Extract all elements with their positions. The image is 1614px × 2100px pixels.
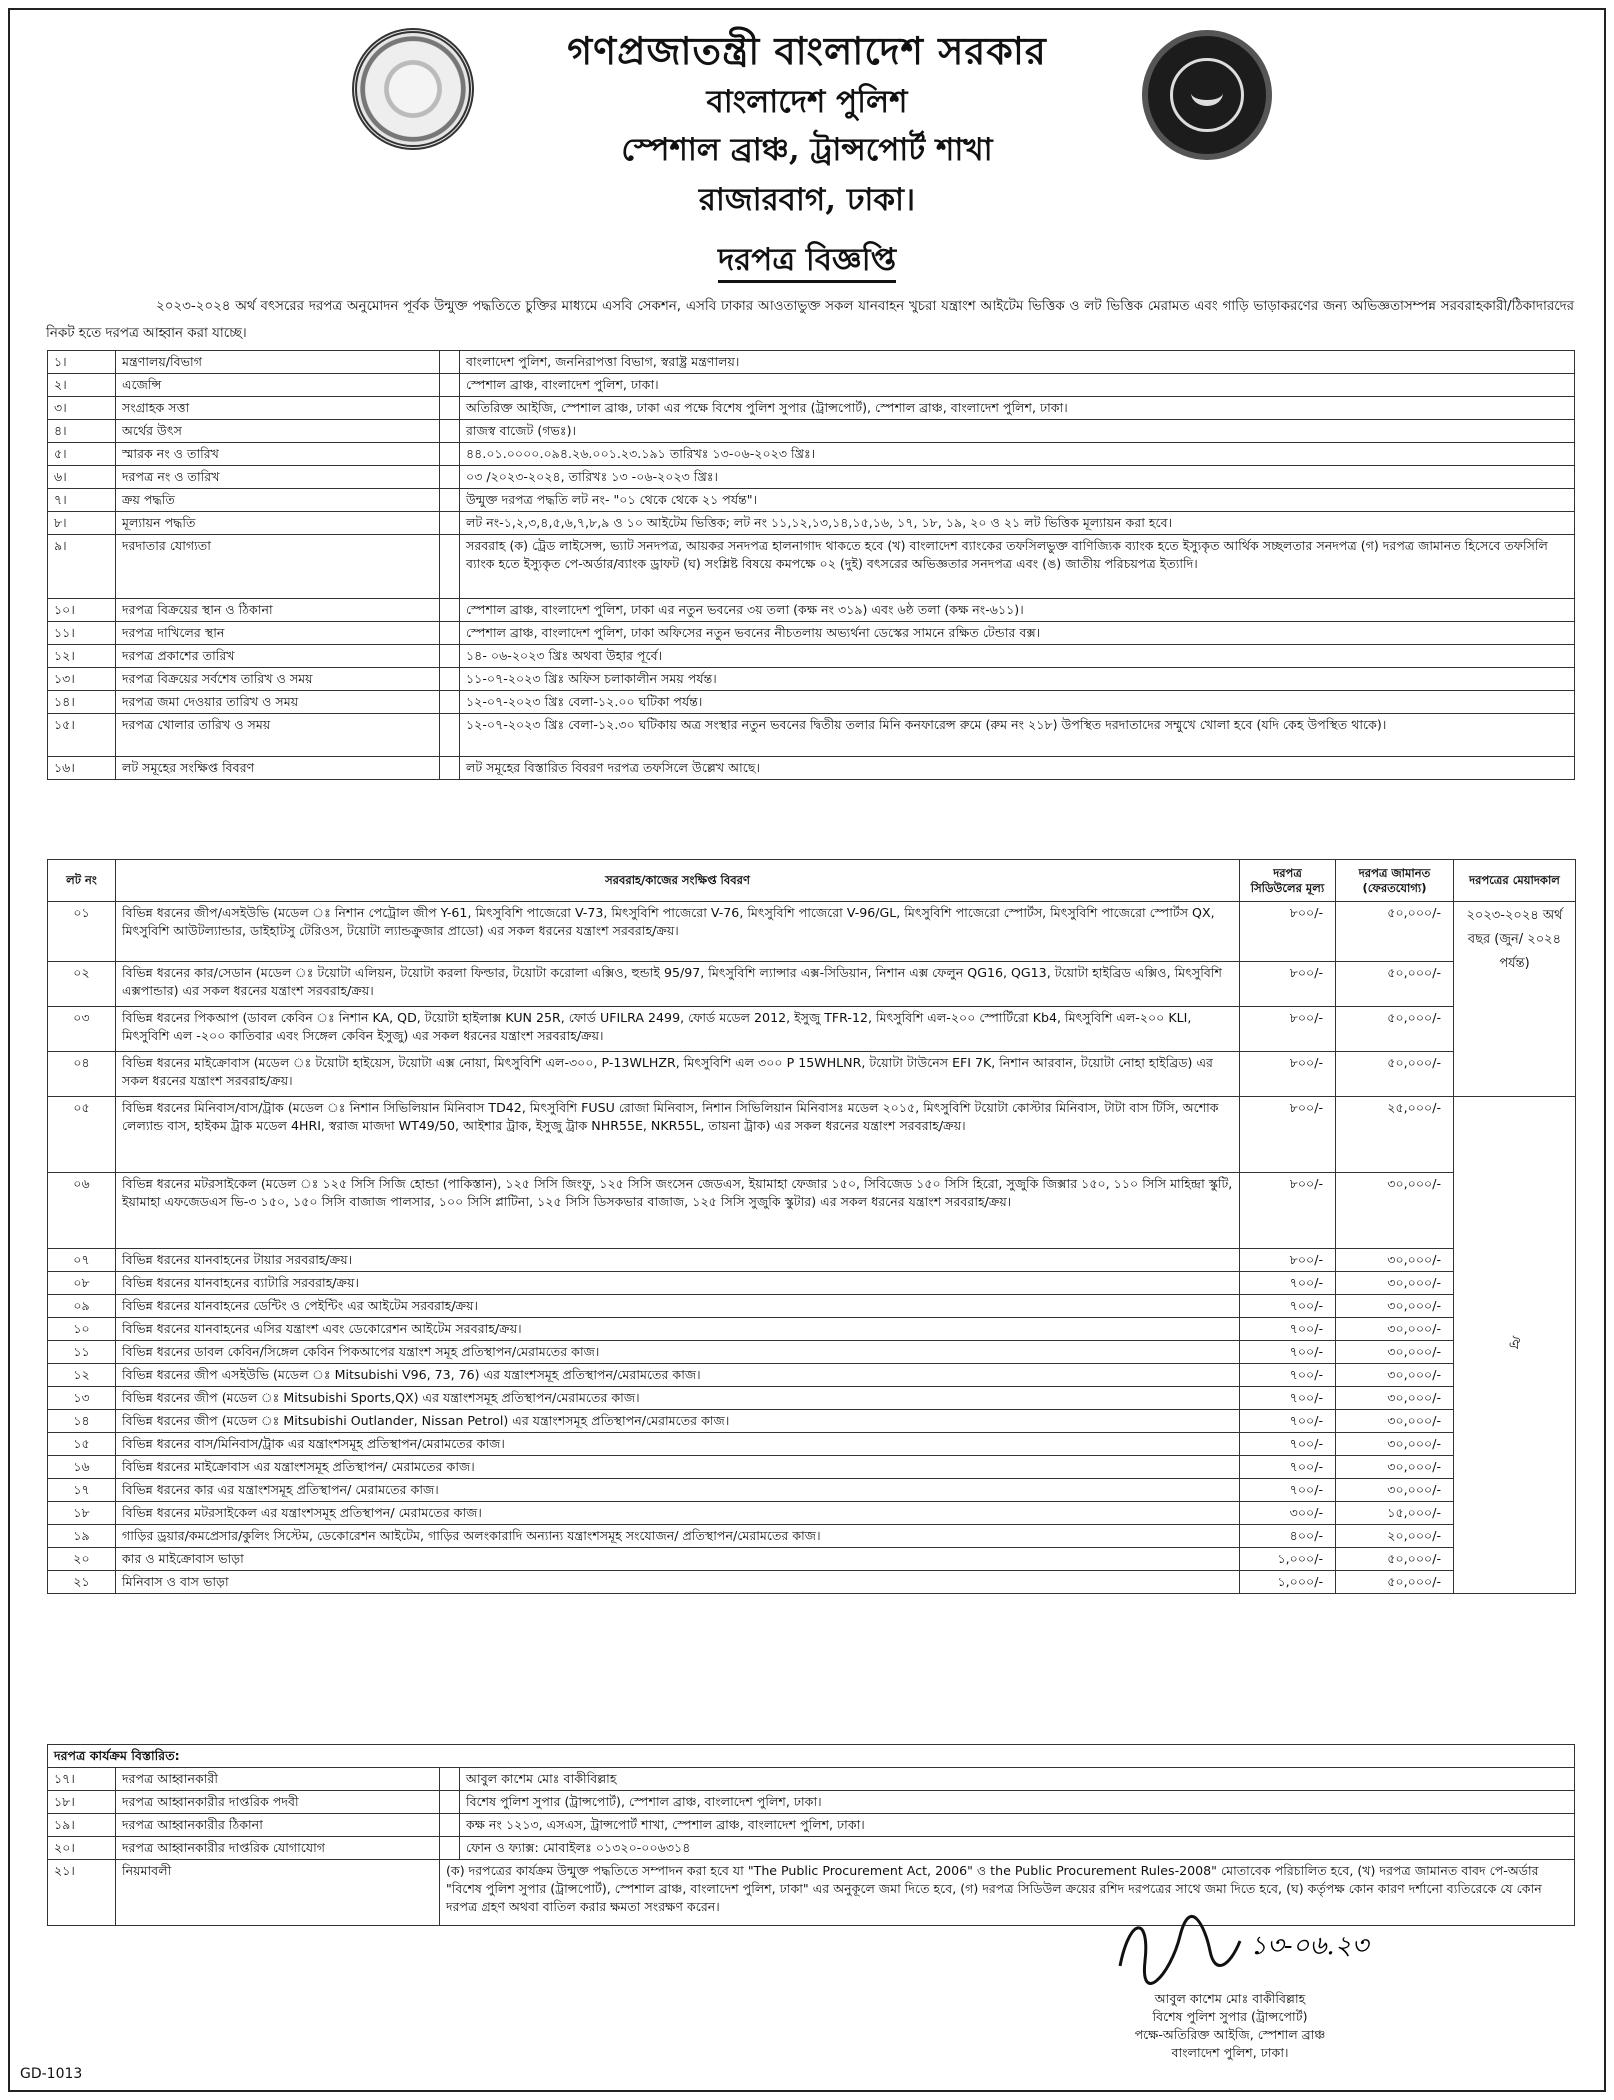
lot-number: ১৩: [48, 1387, 116, 1410]
rules-row-value: (ক) দরপত্রের কার্যক্রম উন্মুক্ত পদ্ধতিতে সম্পাদন করা হবে যা "The Public Procurement Act, 2006" ও the Public Procurement Rules-2008" মোতাবেক পরিচালিত হবে, (খ) দরপত্র জামানত বাবদ পে-অর্ডার "বিশেষ পুলিশ সুপার (ট্রান্সপোর্ট), স্পেশাল ব্রাঞ্চ, বাংলাদেশ পুলিশ, ঢাকা" এর অনুকূলে জমা দিতে হবে, (গ) দরপত্র সিডিউল ক্রয়ের রশিদ দরপত্রের সাথে জমা দিতে হবে, (ঘ) কর্তৃপক্ষ কোন কারণ দর্শানো ব্যতিরেকে যে কোন দরপত্র গ্রহণ অথবা বাতিল করার ক্ষমতা সংরক্ষণ করেন।: [440, 1860, 1575, 1926]
lot-security-amount: ২০,০০০/-: [1336, 1525, 1454, 1548]
info-row-label: মন্ত্রণালয়/বিভাগ: [116, 351, 440, 374]
lot-row: [48, 1410, 1576, 1433]
lot-schedule-price: ১,০০০/-: [1240, 1571, 1336, 1594]
lot-schedule-price: ৭০০/-: [1240, 1295, 1336, 1318]
lot-number: ১৪: [48, 1410, 116, 1433]
info-row: [48, 691, 1575, 714]
lot-description: গাড়ির ড্রয়ার/কমপ্রেসার/কুলিং সিস্টেম, ডেকোরেশন আইটেম, গাড়ির অলংকারাদি অন্যান্য যন্ত্রাংশসমূহ সংযোজন/ প্রতিস্থাপন/মেরামতের কাজ।: [116, 1525, 1240, 1548]
tender-info-table: [47, 350, 1575, 780]
government-title: গণপ্রজাতন্ত্রী বাংলাদেশ সরকার: [567, 28, 1047, 73]
info-row: [48, 489, 1575, 512]
lot-schedule-price: ৮০০/-: [1240, 962, 1336, 1007]
lot-number: ০৭: [48, 1249, 116, 1272]
lot-number: ০৬: [48, 1173, 116, 1249]
info-row-label: এজেন্সি: [116, 374, 440, 397]
signature-date: ১৩-০৬.২৩: [1250, 1931, 1369, 1961]
officer-row-label: দরপত্র আহ্বানকারীর দাপ্তরিক যোগাযোগ: [116, 1837, 440, 1860]
officer-section-title-row: [48, 1745, 1575, 1768]
info-row-separator: [440, 714, 460, 757]
info-row-label: দরপত্র বিক্রয়ের স্থান ও ঠিকানা: [116, 599, 440, 622]
lot-row: [48, 1272, 1576, 1295]
lot-row: [48, 1479, 1576, 1502]
lot-description: মিনিবাস ও বাস ভাড়া: [116, 1571, 1240, 1594]
info-row: [48, 757, 1575, 780]
info-row-separator: [440, 691, 460, 714]
lot-description: বিভিন্ন ধরনের যানবাহনের ব্যাটারি সরবরাহ/ক্রয়।: [116, 1272, 1240, 1295]
lot-number: ১০: [48, 1318, 116, 1341]
lot-schedule-price: ৭০০/-: [1240, 1387, 1336, 1410]
info-row-value: ১১-০৭-২০২৩ খ্রিঃ অফিস চলাকালীন সময় পর্যন্ত।: [460, 668, 1575, 691]
lot-schedule-price: ৪০০/-: [1240, 1525, 1336, 1548]
info-row: [48, 374, 1575, 397]
lot-row: [48, 1525, 1576, 1548]
rules-row-label: নিয়মাবলী: [116, 1860, 440, 1926]
info-row-label: দরদাতার যোগ্যতা: [116, 535, 440, 599]
lot-row: [48, 1249, 1576, 1272]
info-row-label: অর্থের উৎস: [116, 420, 440, 443]
lot-description: বিভিন্ন ধরনের যানবাহনের টায়ার সরবরাহ/ক্রয়।: [116, 1249, 1240, 1272]
lot-schedule-price: ১,০০০/-: [1240, 1548, 1336, 1571]
info-row-number: ১০।: [48, 599, 116, 622]
lot-number: ০১: [48, 902, 116, 962]
signature-scribble: [1110, 1906, 1410, 1986]
info-row: [48, 668, 1575, 691]
lot-description: বিভিন্ন ধরনের জীপ (মডেল ঃ Mitsubishi Outlander, Nissan Petrol) এর যন্ত্রাংশসমূহ প্রতিস্থাপন/মেরামতের কাজ।: [116, 1410, 1240, 1433]
info-row-value: স্পেশাল ব্রাঞ্চ, বাংলাদেশ পুলিশ, ঢাকা এর নতুন ভবনের ৩য় তলা (কক্ষ নং ৩১৯) এবং ৬ষ্ঠ তলা (কক্ষ নং-৬১১)।: [460, 599, 1575, 622]
lot-security-amount: ৫০,০০০/-: [1336, 1007, 1454, 1052]
lot-description: বিভিন্ন ধরনের মটরসাইকেল এর যন্ত্রাংশসমূহ প্রতিস্থাপন/ মেরামতের কাজ।: [116, 1502, 1240, 1525]
info-row-value: ০৩ /২০২৩-২০২৪, তারিখঃ ১৩ -০৬-২০২৩ খ্রিঃ।: [460, 466, 1575, 489]
info-row-label: দরপত্র নং ও তারিখ: [116, 466, 440, 489]
info-row-label: লট সমূহের সংক্ষিপ্ত বিবরণ: [116, 757, 440, 780]
info-row-separator: [440, 622, 460, 645]
lot-number: ১৫: [48, 1433, 116, 1456]
lot-security-amount: ৩০,০০০/-: [1336, 1173, 1454, 1249]
lot-period: ২০২৩-২০২৪ অর্থ বছর (জুন/ ২০২৪ পর্যন্ত): [1454, 902, 1576, 1097]
officer-row-separator: [440, 1791, 460, 1814]
lot-row: [48, 902, 1576, 962]
lot-row: [48, 1341, 1576, 1364]
info-row-number: ৪।: [48, 420, 116, 443]
lot-schedule-price: ৮০০/-: [1240, 1007, 1336, 1052]
info-row-value: ১২-০৭-২০২৩ খ্রিঃ বেলা-১২.০০ ঘটিকা পর্যন্ত।: [460, 691, 1575, 714]
info-row-label: ক্রয় পদ্ধতি: [116, 489, 440, 512]
info-row: [48, 443, 1575, 466]
lot-row: [48, 1173, 1576, 1249]
lot-number: ১৭: [48, 1479, 116, 1502]
info-row-number: ৬।: [48, 466, 116, 489]
letterhead: [0, 0, 1614, 220]
info-row-separator: [440, 645, 460, 668]
lot-row: [48, 1502, 1576, 1525]
officer-row: [48, 1837, 1575, 1860]
lot-description: বিভিন্ন ধরনের কার এর যন্ত্রাংশসমূহ প্রতিস্থাপন/ মেরামতের কাজ।: [116, 1479, 1240, 1502]
info-row-separator: [440, 535, 460, 599]
info-row-number: ৭।: [48, 489, 116, 512]
info-row: [48, 535, 1575, 599]
lot-schedule-price: ৮০০/-: [1240, 1173, 1336, 1249]
info-row: [48, 512, 1575, 535]
info-row-separator: [440, 512, 460, 535]
lot-schedule-price: ৩০০/-: [1240, 1502, 1336, 1525]
lot-number: ০৪: [48, 1052, 116, 1097]
info-row-number: ৫।: [48, 443, 116, 466]
lot-number: ১৮: [48, 1502, 116, 1525]
lot-description: বিভিন্ন ধরনের যানবাহনের ডেন্টিং ও পেইন্টিং এর আইটেম সরবরাহ/ক্রয়।: [116, 1295, 1240, 1318]
info-row-number: ১২।: [48, 645, 116, 668]
info-row-separator: [440, 374, 460, 397]
signatory-org: বাংলাদেশ পুলিশ, ঢাকা।: [1171, 2045, 1289, 2060]
lot-period-header: দরপত্রের মেয়াদকাল: [1454, 860, 1576, 902]
lot-schedule-price: ৭০০/-: [1240, 1318, 1336, 1341]
officer-row-label: দরপত্র আহ্বানকারী: [116, 1768, 440, 1791]
lot-price-header: দরপত্র সিডিউলের মূল্য: [1240, 860, 1336, 902]
lot-security-amount: ৩০,০০০/-: [1336, 1387, 1454, 1410]
signatory-designation: বিশেষ পুলিশ সুপার (ট্রান্সপোর্ট): [1152, 2009, 1308, 2024]
lot-security-amount: ৫০,০০০/-: [1336, 1548, 1454, 1571]
officer-section-title: দরপত্র কার্যক্রম বিস্তারিত:: [48, 1745, 1575, 1768]
lot-desc-header: সরবরাহ/কাজের সংক্ষিপ্ত বিবরণ: [116, 860, 1240, 902]
info-row-separator: [440, 489, 460, 512]
rules-row-number: ২১।: [48, 1860, 116, 1926]
info-row-value: অতিরিক্ত আইজি, স্পেশাল ব্রাঞ্চ, ঢাকা এর পক্ষে বিশেষ পুলিশ সুপার (ট্রান্সপোর্ট), স্পেশাল ব্রাঞ্চ, বাংলাদেশ পুলিশ, ঢাকা।: [460, 397, 1575, 420]
lot-row: [48, 1571, 1576, 1594]
lot-number: ২০: [48, 1548, 116, 1571]
info-row-separator: [440, 466, 460, 489]
info-row-value: রাজস্ব বাজেট (গভঃ)।: [460, 420, 1575, 443]
lot-number: ১৯: [48, 1525, 116, 1548]
lot-schedule-price: ৭০০/-: [1240, 1410, 1336, 1433]
organization-title: বাংলাদেশ পুলিশ: [706, 84, 908, 120]
info-row-number: ৮।: [48, 512, 116, 535]
info-row-label: স্মারক নং ও তারিখ: [116, 443, 440, 466]
officer-row-value: কক্ষ নং ১২১৩, এসএস, ট্রান্সপোর্ট শাখা, স্পেশাল ব্রাঞ্চ, বাংলাদেশ পুলিশ, ঢাকা।: [460, 1814, 1575, 1837]
lot-row: [48, 1295, 1576, 1318]
lot-number: ১২: [48, 1364, 116, 1387]
info-row-number: ৩।: [48, 397, 116, 420]
officer-row-label: দরপত্র আহ্বানকারীর দাপ্তরিক পদবী: [116, 1791, 440, 1814]
lot-number: ১১: [48, 1341, 116, 1364]
lot-row: [48, 1433, 1576, 1456]
lot-schedule-price: ৮০০/-: [1240, 1249, 1336, 1272]
officer-row-value: আবুল কাশেম মোঃ বাকীবিল্লাহ: [460, 1768, 1575, 1791]
info-row-value: ১২-০৭-২০২৩ খ্রিঃ বেলা-১২.৩০ ঘটিকায় অত্র সংস্থার নতুন ভবনের দ্বিতীয় তলার মিনি কনফারেন্স রুমে (রুম নং ২১৮) উপস্থিত দরদাতাদের সম্মুখে খোলা হবে (যদি কেহ উপস্থিত থাকে)।: [460, 714, 1575, 757]
info-row-value: বাংলাদেশ পুলিশ, জননিরাপত্তা বিভাগ, স্বরাষ্ট্র মন্ত্রণালয়।: [460, 351, 1575, 374]
footer-code: GD-1013: [20, 2066, 83, 2082]
lot-table: [47, 859, 1576, 1594]
info-row-value: ৪৪.০১.০০০০.০৯৪.২৬.০০১.২৩.১৯১ তারিখঃ ১৩-০৬-২০২৩ খ্রিঃ।: [460, 443, 1575, 466]
info-row-separator: [440, 668, 460, 691]
signatory-name: আবুল কাশেম মোঃ বাকীবিল্লাহ: [1154, 1991, 1306, 2006]
signatory-on-behalf: পক্ষে-অতিরিক্ত আইজি, স্পেশাল ব্রাঞ্চ: [1134, 2027, 1326, 2042]
info-row-number: ২।: [48, 374, 116, 397]
lot-security-header: দরপত্র জামানত (ফেরতযোগ্য): [1336, 860, 1454, 902]
info-row-separator: [440, 351, 460, 374]
info-row-value: সরবরাহ (ক) ট্রেড লাইসেন্স, ভ্যাট সনদপত্র, আয়কর সনদপত্র হালনাগাদ থাকতে হবে (খ) বাংলাদেশ ব্যাংকের তফসিলভুক্ত বাণিজ্যিক ব্যাংক হতে ইস্যুকৃত আর্থিক সচ্ছলতার সনদপত্র (গ) দরপত্র জামানত হিসেবে তফসিলি ব্যাংক হতে ইস্যুকৃত পে-অর্ডার/ব্যাংক ড্রাফট (ঘ) সংশ্লিষ্ট বিষয়ে কমপক্ষে ০২ (দুই) বৎসরের অভিজ্ঞতার সনদপত্র এবং (ঙ) জাতীয় পরিচয়পত্র ইত্যাদি।: [460, 535, 1575, 599]
officer-row: [48, 1768, 1575, 1791]
lot-description: বিভিন্ন ধরনের জীপ এসইউভি (মডেল ঃ Mitsubishi V96, 73, 76) এর যন্ত্রাংশসমূহ প্রতিস্থাপন/মেরামতের কাজ।: [116, 1364, 1240, 1387]
officer-row-number: ১৯।: [48, 1814, 116, 1837]
signature-block: [1050, 1990, 1410, 2062]
info-row-separator: [440, 443, 460, 466]
info-row-separator: [440, 397, 460, 420]
lot-description: বিভিন্ন ধরনের জীপ/এসইউভি (মডেল ঃ নিশান পেট্রোল জীপ Y-61, মিৎসুবিশি পাজেরো V-73, মিৎসুবিশি পাজেরো V-76, মিৎসুবিশি পাজেরো V-96/GL, মিৎসুবিশি পাজেরো স্পোর্টস, মিৎসুবিশি পাজেরো স্পোর্টস QX, মিৎসুবিশি আউটল্যান্ডার, ডাইহাটসু টেরিওস, টয়োটা ল্যান্ডক্রুজার প্রাডো) এর সকল ধরনের যন্ত্রাংশ সরবরাহ/ক্রয়।: [116, 902, 1240, 962]
lot-row: [48, 962, 1576, 1007]
lot-row: [48, 1007, 1576, 1052]
lot-number: ০২: [48, 962, 116, 1007]
info-row-value: স্পেশাল ব্রাঞ্চ, বাংলাদেশ পুলিশ, ঢাকা।: [460, 374, 1575, 397]
lot-schedule-price: ৮০০/-: [1240, 902, 1336, 962]
lot-security-amount: ১৫,০০০/-: [1336, 1502, 1454, 1525]
officer-row: [48, 1814, 1575, 1837]
info-row-separator: [440, 599, 460, 622]
lot-description: বিভিন্ন ধরনের মটরসাইকেল (মডেল ঃ ১২৫ সিসি সিজি হোন্ডা (পাকিস্তান), ১২৫ সিসি জিংফু, ১২৫ সিসি জংসেন জেডএস, ইয়ামাহা ফেজার ১৫০, সিবিজেড ১৫০ সিসি হিরো, সুজুকি জিক্সার ১৫০, ১১০ সিসি মাহিন্দ্রা স্কুটি, ইয়ামাহা এফজেডএস ভি-৩ ১৫০, ১৫০ সিসি বাজাজ পালসার, ১০০ সিসি প্লাটিনা, ১২৫ সিসি ডিসকভার বাজাজ, ১২৫ সিসি সুজুকি স্কুটার) এর সকল ধরনের যন্ত্রাংশ সরবরাহ/ক্রয়।: [116, 1173, 1240, 1249]
lot-row: [48, 1456, 1576, 1479]
lot-security-amount: ২৫,০০০/-: [1336, 1097, 1454, 1173]
info-row: [48, 599, 1575, 622]
lot-schedule-price: ৭০০/-: [1240, 1364, 1336, 1387]
lot-no-header: লট নং: [48, 860, 116, 902]
lot-number: ০৯: [48, 1295, 116, 1318]
intro-paragraph: ২০২৩-২০২৪ অর্থ বৎসরের দরপত্র অনুমোদন পূর্বক উন্মুক্ত পদ্ধতিতে চুক্তির মাধ্যমে এসবি সেকশন, এসবি ঢাকার আওতাভুক্ত সকল যানবাহন খুচরা যন্ত্রাংশ আইটেম ভিত্তিক ও লট ভিত্তিক মেরামত এবং গাড়ি ভাড়াকরণের জন্য অভিজ্ঞতাসম্পন্ন সরবরাহকারী/ঠিকাদারদের নিকট হতে দরপত্র আহ্বান করা যাচ্ছে।: [46, 299, 1574, 341]
lot-period-ditto: ঐ: [1454, 1097, 1576, 1594]
info-row-number: ৯।: [48, 535, 116, 599]
lot-schedule-price: ৮০০/-: [1240, 1052, 1336, 1097]
info-row-separator: [440, 757, 460, 780]
info-row-label: দরপত্র প্রকাশের তারিখ: [116, 645, 440, 668]
lot-description: বিভিন্ন ধরনের বাস/মিনিবাস/ট্রাক এর যন্ত্রাংশসমূহ প্রতিস্থাপন/মেরামতের কাজ।: [116, 1433, 1240, 1456]
lot-security-amount: ৩০,০০০/-: [1336, 1433, 1454, 1456]
info-row: [48, 645, 1575, 668]
lot-security-amount: ৩০,০০০/-: [1336, 1249, 1454, 1272]
info-row-separator: [440, 420, 460, 443]
lot-row: [48, 1387, 1576, 1410]
officer-row-number: ২০।: [48, 1837, 116, 1860]
lot-schedule-price: ৭০০/-: [1240, 1479, 1336, 1502]
lot-security-amount: ৫০,০০০/-: [1336, 1052, 1454, 1097]
info-row: [48, 397, 1575, 420]
lot-security-amount: ৫০,০০০/-: [1336, 902, 1454, 962]
lot-schedule-price: ৭০০/-: [1240, 1272, 1336, 1295]
lot-number: ০৫: [48, 1097, 116, 1173]
officer-row: [48, 1791, 1575, 1814]
info-row-label: মূল্যায়ন পদ্ধতি: [116, 512, 440, 535]
officer-row-label: দরপত্র আহ্বানকারীর ঠিকানা: [116, 1814, 440, 1837]
info-row-value: লট সমূহের বিস্তারিত বিবরণ দরপত্র তফসিলে উল্লেখ আছে।: [460, 757, 1575, 780]
lot-row: [48, 1364, 1576, 1387]
info-row-number: ১৫।: [48, 714, 116, 757]
lot-security-amount: ৩০,০০০/-: [1336, 1295, 1454, 1318]
info-row-number: ১৬।: [48, 757, 116, 780]
lot-security-amount: ৩০,০০০/-: [1336, 1364, 1454, 1387]
lot-description: কার ও মাইক্রোবাস ভাড়া: [116, 1548, 1240, 1571]
officer-row-value: বিশেষ পুলিশ সুপার (ট্রান্সপোর্ট), স্পেশাল ব্রাঞ্চ, বাংলাদেশ পুলিশ, ঢাকা।: [460, 1791, 1575, 1814]
lot-description: বিভিন্ন ধরনের মাইক্রোবাস (মডেল ঃ টয়োটা হাইয়েস, টয়োটা এক্স নোয়া, মিৎসুবিশি এল-৩০০, P-13WLHZR, মিৎসুবিশি এল ৩০০ P 15WHLNR, টয়োটা টাউনেস EFI 7K, নিশান আরবান, টয়োটা নোহা হাইব্রিড) এর সকল ধরনের যন্ত্রাংশ সরবরাহ/ক্রয়।: [116, 1052, 1240, 1097]
info-row: [48, 466, 1575, 489]
lot-number: ০৮: [48, 1272, 116, 1295]
lot-security-amount: ৫০,০০০/-: [1336, 1571, 1454, 1594]
info-row: [48, 622, 1575, 645]
lot-description: বিভিন্ন ধরনের মাইক্রোবাস এর যন্ত্রাংশসমূহ প্রতিস্থাপন/ মেরামতের কাজ।: [116, 1456, 1240, 1479]
info-row-value: উন্মুক্ত দরপত্র পদ্ধতি লট নং- "০১ থেকে থেকে ২১ পর্যন্ত"।: [460, 489, 1575, 512]
info-row-label: দরপত্র খোলার তারিখ ও সময়: [116, 714, 440, 757]
lot-security-amount: ৩০,০০০/-: [1336, 1456, 1454, 1479]
lot-number: ১৬: [48, 1456, 116, 1479]
lot-row: [48, 1548, 1576, 1571]
lot-row: [48, 1097, 1576, 1173]
officer-row-separator: [440, 1814, 460, 1837]
info-row-number: ১।: [48, 351, 116, 374]
notice-title: দরপত্র বিজ্ঞপ্তি: [0, 236, 1614, 288]
lot-security-amount: ৩০,০০০/-: [1336, 1341, 1454, 1364]
officer-row-value: ফোন ও ফ্যাক্স: মোবাইলঃ ০১৩২০-০০৬৩১৪: [460, 1837, 1575, 1860]
info-row: [48, 714, 1575, 757]
lot-number: ২১: [48, 1571, 116, 1594]
lot-description: বিভিন্ন ধরনের পিকআপ (ডাবল কেবিন ঃ নিশান KA, QD, টয়োটা হাইলাক্স KUN 25R, ফোর্ড UFILRA 2499, ফোর্ড মডেল 2012, ইসুজু TFR-12, মিৎসুবিশি এল-২০০ স্পোর্টিরো Kb4, মিৎসুবিশি এল-২০০ KLI, মিৎসুবিশি এল -২০০ কাতিবার এবং সিঙ্গেল কেবিন ইসুজু) এর সকল ধরনের যন্ত্রাংশ সরবরাহ/ক্রয়।: [116, 1007, 1240, 1052]
branch-title: স্পেশাল ব্রাঞ্চ, ট্রান্সপোর্ট শাখা: [621, 132, 993, 168]
lot-description: বিভিন্ন ধরনের ডাবল কেবিন/সিঙ্গেল কেবিন পিকআপের যন্ত্রাংশ সমূহ প্রতিস্থাপন/মেরামতের কাজ।: [116, 1341, 1240, 1364]
lot-security-amount: ৩০,০০০/-: [1336, 1318, 1454, 1341]
lot-security-amount: ৫০,০০০/-: [1336, 962, 1454, 1007]
lot-schedule-price: ৭০০/-: [1240, 1433, 1336, 1456]
lot-description: বিভিন্ন ধরনের মিনিবাস/বাস/ট্রাক (মডেল ঃ নিশান সিভিলিয়ান মিনিবাস TD42, মিৎসুবিশি FUSU রোজা মিনিবাস, নিশান সিভিলিয়ান মিনিবাসঃ মডেল ২০১৫, মিৎসুবিশি টয়োটা কোস্টার মিনিবাস, টাটা বাস টিসি, অশোক লেল্যান্ড বাস, হাইকম ট্রাক মডেল 4HRI, স্বরাজ মাজদা WT49/50, আইশার ট্রাক, ইসুজু ট্রাক NHR55E, NKR55L, তায়না ট্রাক) এর সকল ধরনের যন্ত্রাংশ সরবরাহ/ক্রয়।: [116, 1097, 1240, 1173]
officer-info-table: [47, 1744, 1575, 1926]
lot-schedule-price: ৭০০/-: [1240, 1341, 1336, 1364]
officer-row-separator: [440, 1768, 460, 1791]
info-row-label: দরপত্র দাখিলের স্থান: [116, 622, 440, 645]
info-row-number: ১৪।: [48, 691, 116, 714]
info-row: [48, 351, 1575, 374]
lot-description: বিভিন্ন ধরনের জীপ (মডেল ঃ Mitsubishi Sports,QX) এর যন্ত্রাংশসমূহ প্রতিস্থাপন/মেরামতের কাজ।: [116, 1387, 1240, 1410]
info-row-number: ১১।: [48, 622, 116, 645]
info-row: [48, 420, 1575, 443]
lot-schedule-price: ৭০০/-: [1240, 1456, 1336, 1479]
officer-row-number: ১৭।: [48, 1768, 116, 1791]
lot-row: [48, 1052, 1576, 1097]
lot-security-amount: ৩০,০০০/-: [1336, 1479, 1454, 1502]
lot-security-amount: ৩০,০০০/-: [1336, 1272, 1454, 1295]
officer-row-separator: [440, 1837, 460, 1860]
info-row-label: দরপত্র জমা দেওয়ার তারিখ ও সময়: [116, 691, 440, 714]
lot-row: [48, 1318, 1576, 1341]
info-row-value: স্পেশাল ব্রাঞ্চ, বাংলাদেশ পুলিশ, ঢাকা অফিসের নতুন ভবনের নীচতলায় অভ্যর্থনা ডেস্কের সামনে রক্ষিত টেন্ডার বক্স।: [460, 622, 1575, 645]
lot-description: বিভিন্ন ধরনের কার/সেডান (মডেল ঃ টয়োটা এলিয়ন, টয়োটা করলা ফিল্ডার, টয়োটা করোলা এক্সিও, হুন্ডাই 95/97, মিৎসুবিশি ল্যান্সার এক্স-সিডিয়ান, নিশান এক্স ফেলুন QG16, QG13, টয়োটা হাইব্রিড এক্সিও, মিৎসুবিশি এক্সপান্ডার) এর সকল ধরনের যন্ত্রাংশ সরবরাহ/ক্রয়।: [116, 962, 1240, 1007]
info-row-label: সংগ্রাহক সত্তা: [116, 397, 440, 420]
info-row-number: ১৩।: [48, 668, 116, 691]
info-row-label: দরপত্র বিক্রয়ের সর্বশেষ তারিখ ও সময়: [116, 668, 440, 691]
info-row-value: লট নং-১,২,৩,৪,৫,৬,৭,৮,৯ ও ১০ আইটেম ভিত্তিক; লট নং ১১,১২,১৩,১৪,১৫,১৬, ১৭, ১৮, ১৯, ২০ ও ২১ লট ভিত্তিক মূল্যায়ন করা হবে।: [460, 512, 1575, 535]
info-row-value: ১৪- ০৬-২০২৩ খ্রিঃ অথবা উহার পূর্বে।: [460, 645, 1575, 668]
location-title: রাজারবাগ, ঢাকা।: [698, 182, 916, 218]
lot-description: বিভিন্ন ধরনের যানবাহনের এসির যন্ত্রাংশ এবং ডেকোরেশন আইটেম সরবরাহ/ক্রয়।: [116, 1318, 1240, 1341]
officer-row-number: ১৮।: [48, 1791, 116, 1814]
lot-security-amount: ৩০,০০০/-: [1336, 1410, 1454, 1433]
lot-number: ০৩: [48, 1007, 116, 1052]
lot-schedule-price: ৮০০/-: [1240, 1097, 1336, 1173]
